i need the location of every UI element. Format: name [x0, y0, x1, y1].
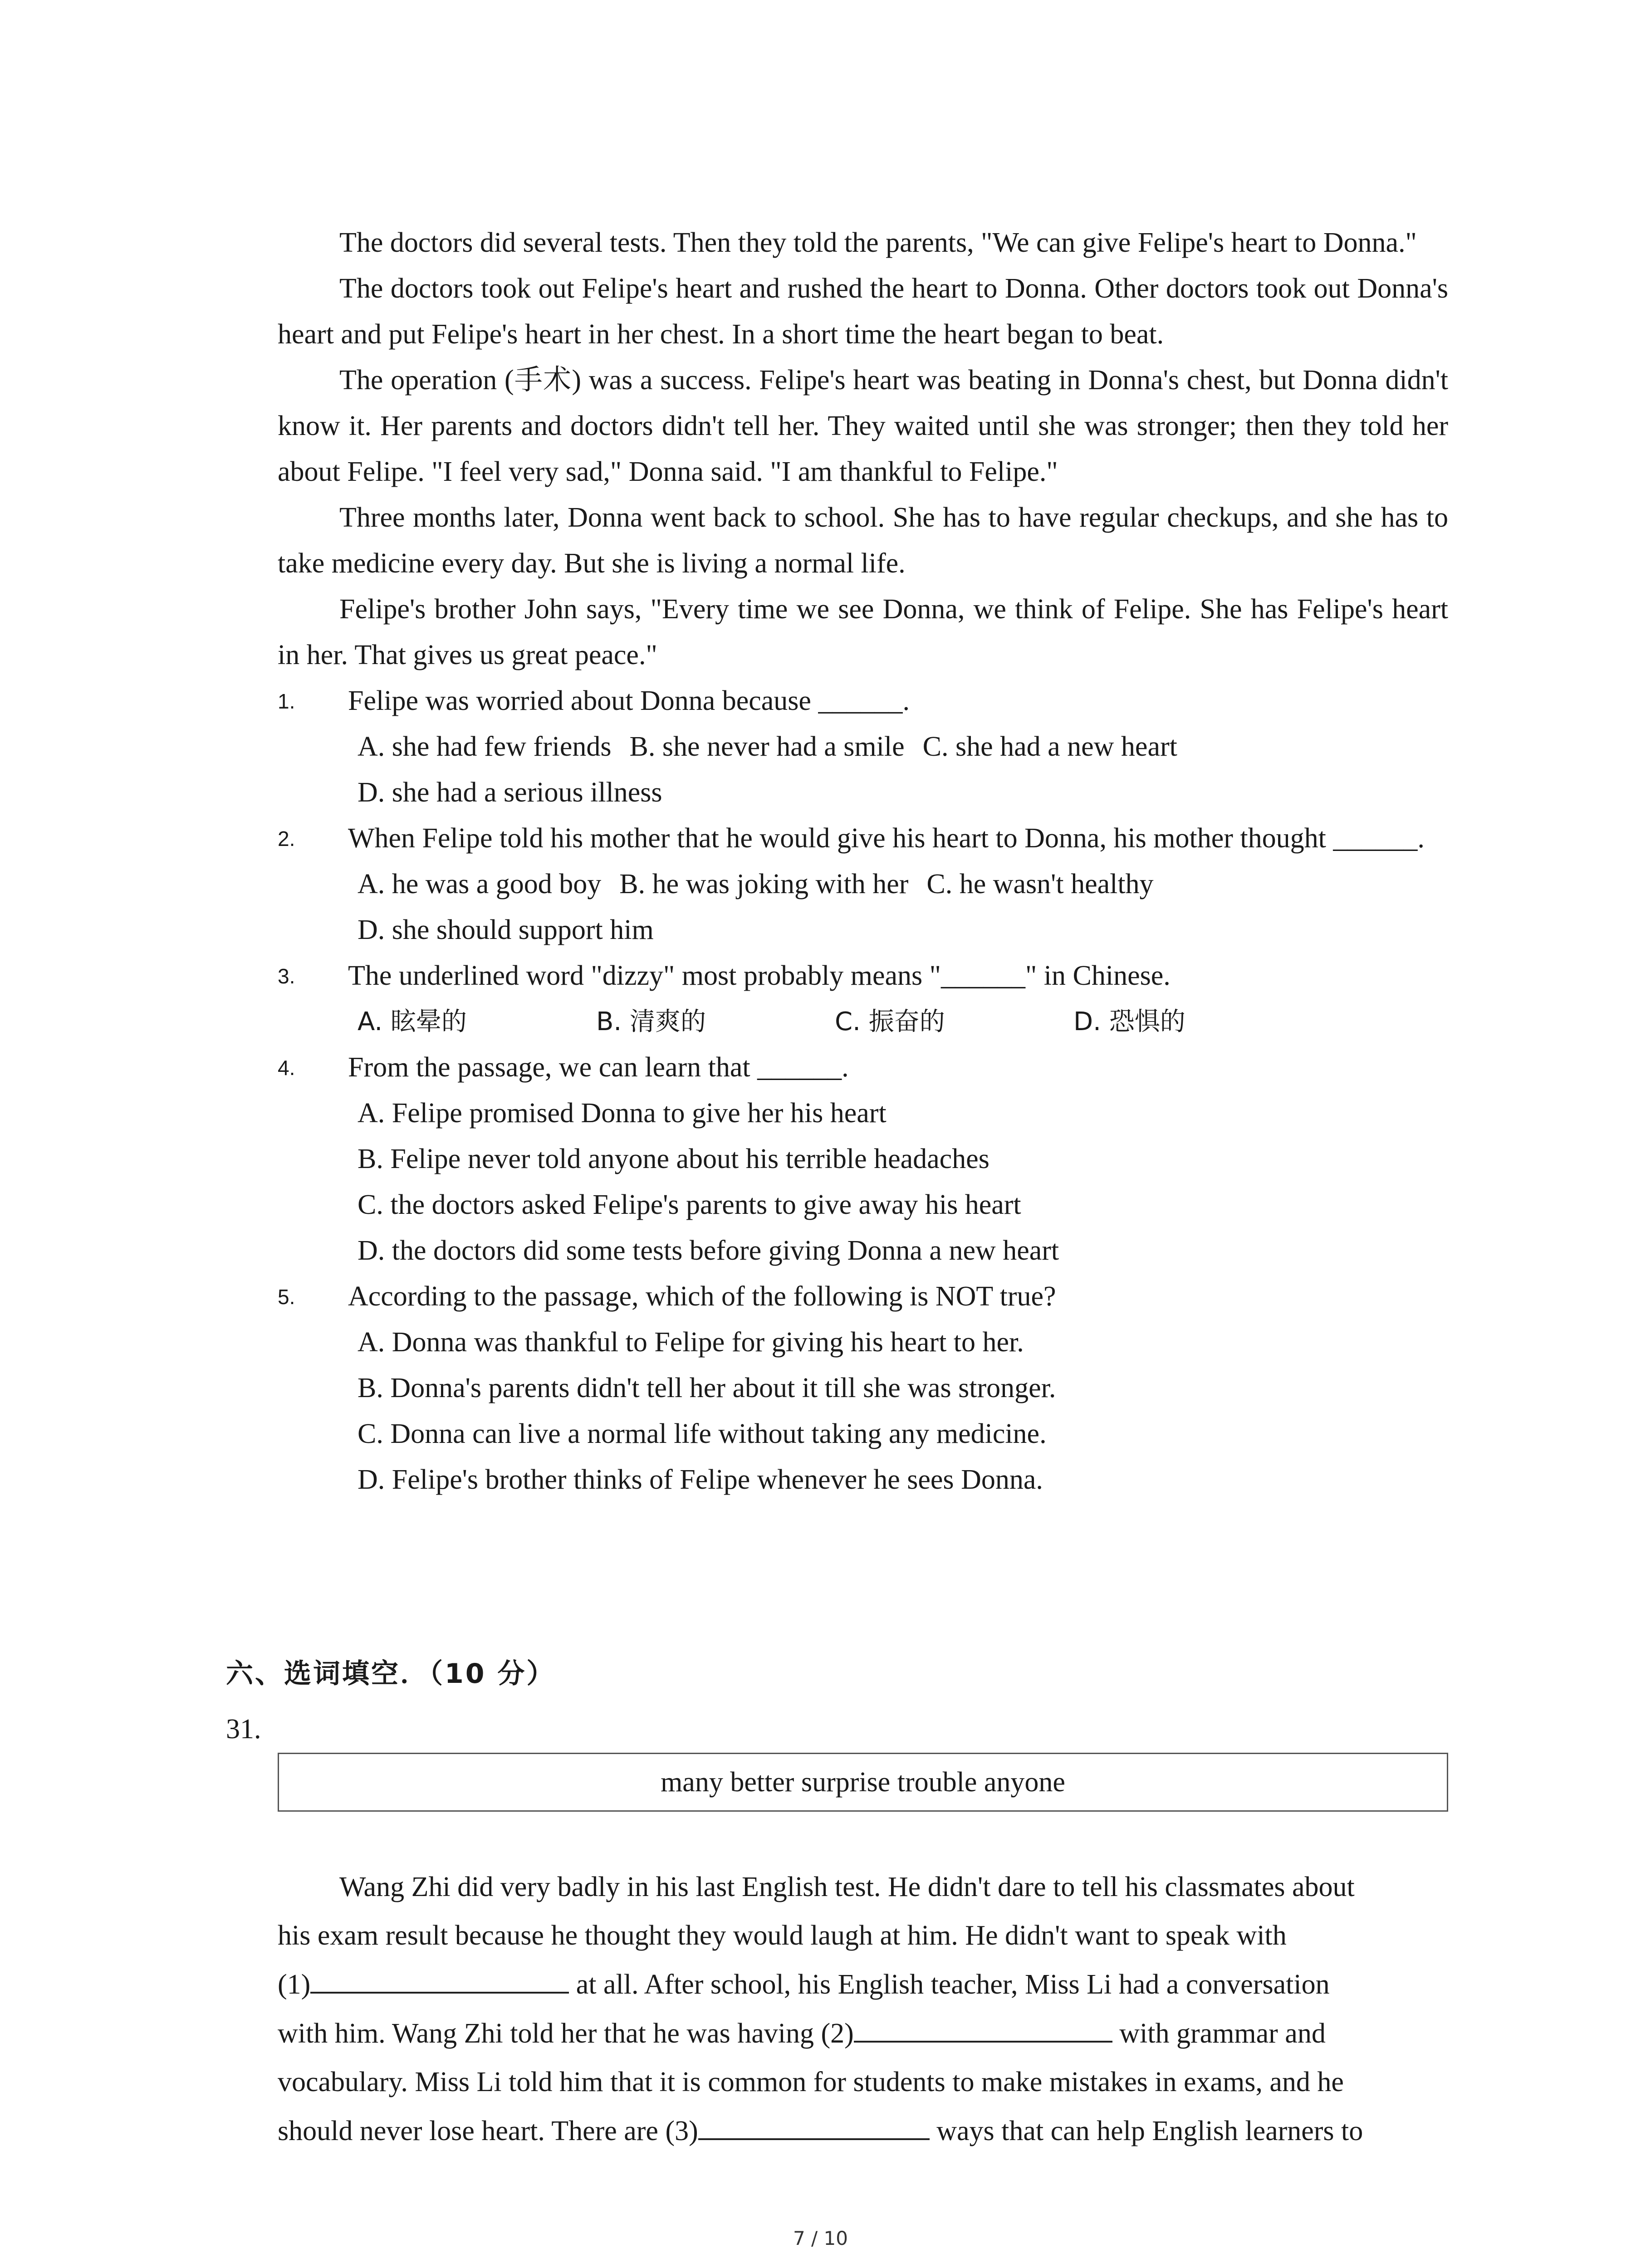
cloze-text: at all. After school, his English teacher, Miss Li had a conversation — [569, 1969, 1330, 2000]
option-c[interactable]: C. 振奋的 — [835, 1007, 945, 1036]
passage-paragraph-4: Three months later, Donna went back to school. She has to have regular checkups, and she has to take medicine every day. But she is living a normal life. — [278, 502, 1448, 579]
option-a[interactable]: A. 眩晕的 — [358, 1007, 467, 1036]
passage-paragraph-3: The operation (手术) was a success. Felipe's heart was beating in Donna's chest, but Donna didn't know it. Her parents and doctors didn't tell her. They waited until she was stronger; then they told her about Felipe. "I feel very sad," Donna said. "I am thankful to Felipe." — [278, 365, 1448, 487]
option-a[interactable]: A. Felipe promised Donna to give her his heart — [358, 1098, 887, 1129]
option-d[interactable]: D. 恐惧的 — [1073, 1007, 1185, 1036]
question-5 — [278, 1274, 1448, 1503]
option-c[interactable]: C. she had a new heart — [922, 731, 1177, 762]
passage-paragraph-1: The doctors did several tests. Then they told the parents, "We can give Felipe's heart to Donna." — [339, 227, 1417, 258]
option-b[interactable]: B. Donna's parents didn't tell her about it till she was stronger. — [358, 1373, 1056, 1403]
question-3 — [278, 953, 1448, 1045]
reading-passage — [278, 220, 1448, 1503]
option-c[interactable]: C. he wasn't healthy — [926, 869, 1154, 899]
section-title: 六、选词填空．（10 分） — [226, 1658, 556, 1690]
option-d[interactable]: D. Felipe's brother thinks of Felipe whenever he sees Donna. — [358, 1464, 1043, 1495]
option-b[interactable]: B. she never had a smile — [629, 731, 905, 762]
cloze-line: Wang Zhi did very badly in his last English test. He didn't dare to tell his classmates about — [339, 1872, 1355, 1902]
option-a[interactable]: A. Donna was thankful to Felipe for giving his heart to her. — [358, 1327, 1024, 1358]
cloze-line — [278, 2107, 1448, 2156]
question-text: The underlined word "dizzy" most probably means "______" in Chinese. — [348, 960, 1171, 991]
question-text: When Felipe told his mother that he would give his heart to Donna, his mother thought ______. — [348, 823, 1425, 854]
option-a[interactable]: A. he was a good boy — [358, 869, 602, 899]
blank-label: (2) — [821, 2018, 854, 2049]
option-d[interactable]: D. she should support him — [358, 914, 654, 945]
question-number: 4. — [278, 1056, 295, 1080]
page-indicator: 7 / 10 — [793, 2227, 848, 2249]
option-b[interactable]: B. 清爽的 — [596, 1007, 706, 1036]
question-2 — [278, 816, 1448, 953]
question-number: 31. — [226, 1714, 261, 1745]
question-1 — [278, 678, 1448, 816]
cloze-text: ways that can help English learners to — [929, 2116, 1363, 2146]
passage-paragraph-5: Felipe's brother John says, "Every time we see Donna, we think of Felipe. She has Felipe's heart in her. That gives us great peace." — [278, 594, 1448, 670]
blank-label: (1) — [278, 1969, 311, 2000]
question-text: Felipe was worried about Donna because ______. — [348, 685, 910, 716]
cloze-line: his exam result because he thought they would laugh at him. He didn't want to speak with — [278, 1920, 1287, 1951]
options-row — [358, 861, 1448, 907]
option-b[interactable]: B. Felipe never told anyone about his terrible headaches — [358, 1144, 989, 1174]
cloze-line: vocabulary. Miss Li told him that it is common for students to make mistakes in exams, and he — [278, 2067, 1344, 2097]
cloze-text: should never lose heart. There are — [278, 2116, 666, 2146]
word-box: many better surprise trouble anyone — [278, 1753, 1448, 1812]
cloze-line — [278, 2009, 1448, 2058]
question-4 — [278, 1045, 1448, 1274]
question-text: According to the passage, which of the following is NOT true? — [348, 1281, 1056, 1312]
options-row — [358, 724, 1448, 770]
cloze-text: with him. Wang Zhi told her that he was having — [278, 2018, 821, 2049]
option-c[interactable]: C. the doctors asked Felipe's parents to give away his heart — [358, 1189, 1021, 1220]
blank-3[interactable] — [698, 2107, 930, 2140]
options-row — [358, 907, 1448, 953]
cloze-passage — [278, 1863, 1448, 2156]
option-a[interactable]: A. she had few friends — [358, 731, 612, 762]
passage-paragraph-2: The doctors took out Felipe's heart and rushed the heart to Donna. Other doctors took out Donna's heart and put Felipe's heart in her chest. In a short time the heart began to beat. — [278, 273, 1448, 350]
question-text: From the passage, we can learn that ______. — [348, 1052, 849, 1083]
question-number: 1. — [278, 689, 295, 713]
blank-1[interactable] — [310, 1960, 569, 1994]
cloze-line — [278, 1960, 1448, 2009]
option-d[interactable]: D. the doctors did some tests before giving Donna a new heart — [358, 1235, 1059, 1266]
option-d[interactable]: D. she had a serious illness — [358, 777, 662, 808]
blank-2[interactable] — [854, 2009, 1112, 2043]
question-number: 2. — [278, 827, 295, 850]
options-row — [358, 770, 1448, 816]
question-number: 5. — [278, 1285, 295, 1309]
option-b[interactable]: B. he was joking with her — [619, 869, 909, 899]
question-number: 3. — [278, 964, 295, 988]
options-row — [358, 999, 1448, 1045]
option-c[interactable]: C. Donna can live a normal life without taking any medicine. — [358, 1418, 1047, 1449]
blank-label: (3) — [665, 2116, 698, 2146]
cloze-text: with grammar and — [1112, 2018, 1326, 2049]
